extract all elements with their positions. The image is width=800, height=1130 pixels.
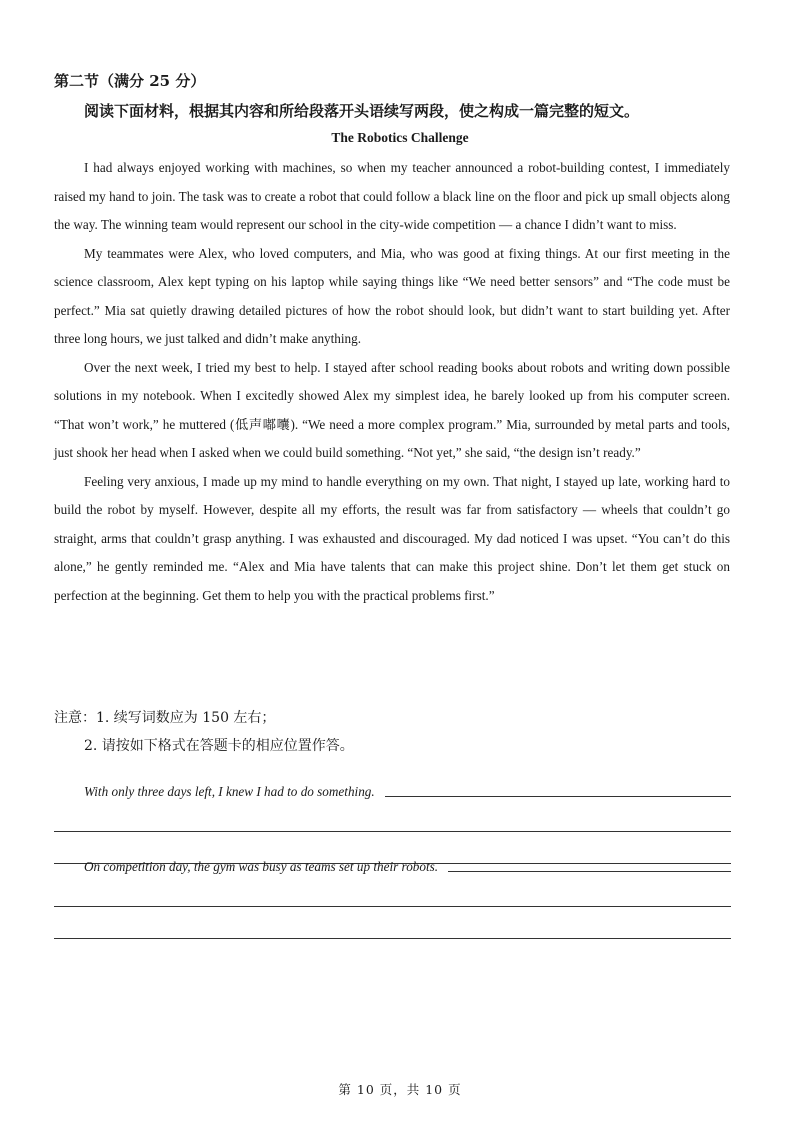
answer-line[interactable] bbox=[54, 937, 731, 939]
note-word-count: 注意：1. 续写词数应为 150 左右； bbox=[54, 710, 276, 726]
prompt-row-1 bbox=[54, 776, 731, 800]
paragraph-opener-2: On competition day, the gym was busy as teams set up their robots. bbox=[84, 859, 439, 874]
answer-line[interactable] bbox=[448, 870, 731, 872]
story-title: The Robotics Challenge bbox=[331, 130, 469, 145]
answer-line[interactable] bbox=[54, 905, 731, 907]
section-heading: 第二节（满分 25 分） bbox=[54, 72, 206, 90]
paragraph-opener-1: With only three days left, I knew I had to do something. bbox=[84, 784, 375, 799]
note-format: 2. 请按如下格式在答题卡的相应位置作答。 bbox=[84, 738, 354, 754]
section-instruction: 阅读下面材料，根据其内容和所给段落开头语续写两段，使之构成一篇完整的短文。 bbox=[84, 102, 640, 120]
writing-block-2 bbox=[54, 851, 731, 939]
page-number: 第 10 页，共 10 页 bbox=[338, 1082, 462, 1097]
prompt-row-2 bbox=[54, 851, 731, 875]
story-paragraph: Feeling very anxious, I made up my mind to handle everything on my own. That night, I stayed up late, working hard to build the robot by myself. However, despite all my efforts, the result was far from satisfactory — wheels that couldn’t go straight, arms that couldn’t grasp anything. I was exhausted and discouraged. My dad noticed I was upset. “You can’t do this alone,” he gently reminded me. “Alex and Mia have talents that can make this project shine. Don’t let them get stuck on perfection at the beginning. Get them to help you with the practical problems first.” bbox=[54, 473, 730, 603]
answer-line[interactable] bbox=[385, 795, 731, 797]
story-body bbox=[54, 154, 730, 610]
story-paragraph: I had always enjoyed working with machines, so when my teacher announced a robot-building contest, I immediately raised my hand to join. The task was to create a robot that could follow a black line on the floor and pick up small objects along the way. The winning team would represent our school in the city-wide competition — a chance I didn’t want to miss. bbox=[54, 160, 730, 232]
story-paragraph: My teammates were Alex, who loved computers, and Mia, who was good at fixing things. At our first meeting in the science classroom, Alex kept typing on his laptop while saying things like “We need better sensors” and “The code must be perfect.” Mia sat quietly drawing detailed pictures of how the robot should look, but didn’t want to start building yet. After three long hours, we just talked and didn’t make anything. bbox=[54, 245, 730, 346]
story-paragraph: Over the next week, I tried my best to help. I stayed after school reading books about robots and writing down possible solutions in my notebook. When I excitedly showed Alex my simplest idea, he barely looked up from his computer screen. “That won’t work,” he muttered (低声嘟囔). “We need a more complex program.” Mia, surrounded by metal parts and tools, just shook her head when I asked when we could build something. “Not yet,” she said, “the design isn’t ready.” bbox=[54, 359, 730, 460]
answer-line[interactable] bbox=[54, 830, 731, 832]
notes bbox=[54, 704, 354, 760]
